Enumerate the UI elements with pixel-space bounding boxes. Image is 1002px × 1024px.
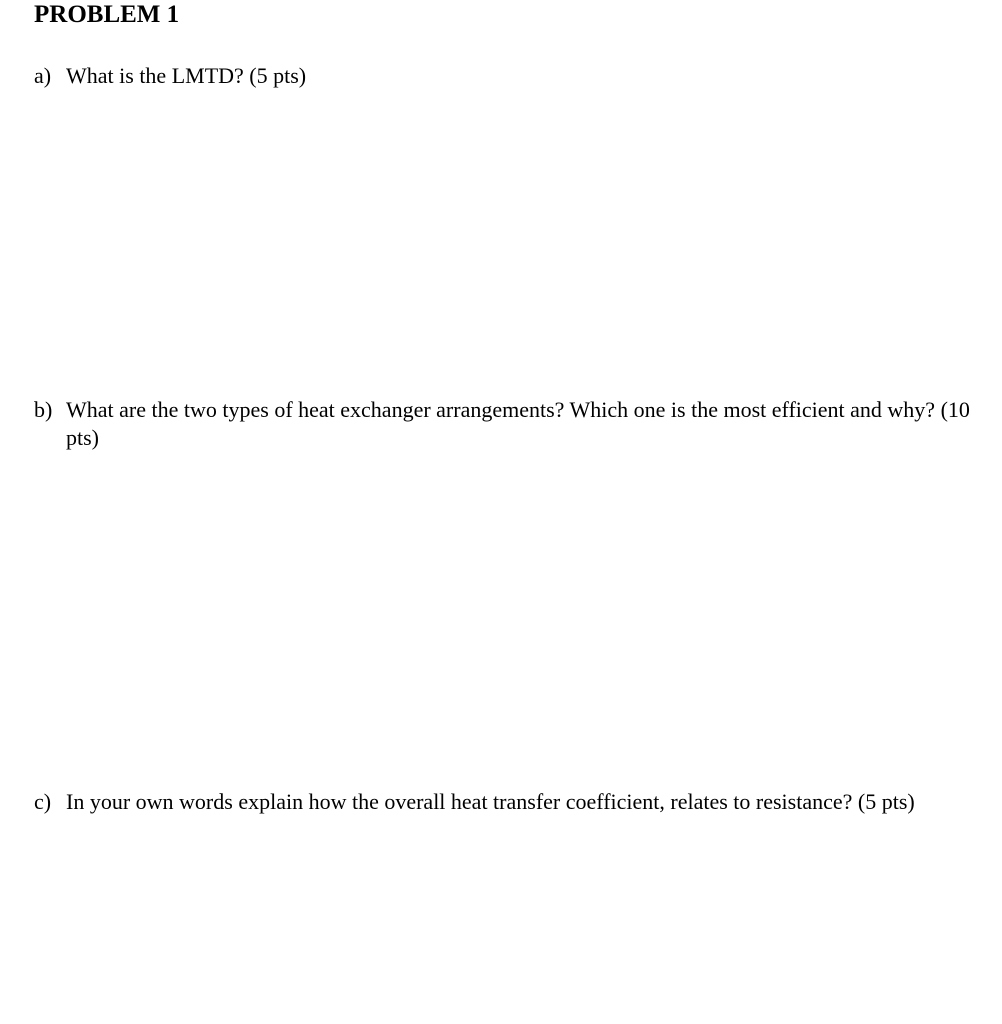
question-c — [34, 788, 984, 816]
question-a-label: a) — [34, 63, 52, 88]
question-b-label: b) — [34, 397, 53, 422]
question-a-text: What is the LMTD? (5 pts) — [66, 63, 307, 88]
question-c-text: In your own words explain how the overall heat transfer coefficient, relates to resistance? (5 pts) — [66, 789, 915, 814]
question-b-text: What are the two types of heat exchanger arrangements? Which one is the most efficient and why? (10 pts) — [66, 397, 970, 450]
answer-space-a — [34, 100, 964, 380]
problem-title: PROBLEM 1 — [34, 1, 180, 28]
question-a — [34, 62, 984, 90]
answer-space-b — [34, 462, 964, 772]
answer-space-c — [34, 852, 964, 1012]
question-b — [34, 396, 984, 452]
question-c-label: c) — [34, 789, 52, 814]
